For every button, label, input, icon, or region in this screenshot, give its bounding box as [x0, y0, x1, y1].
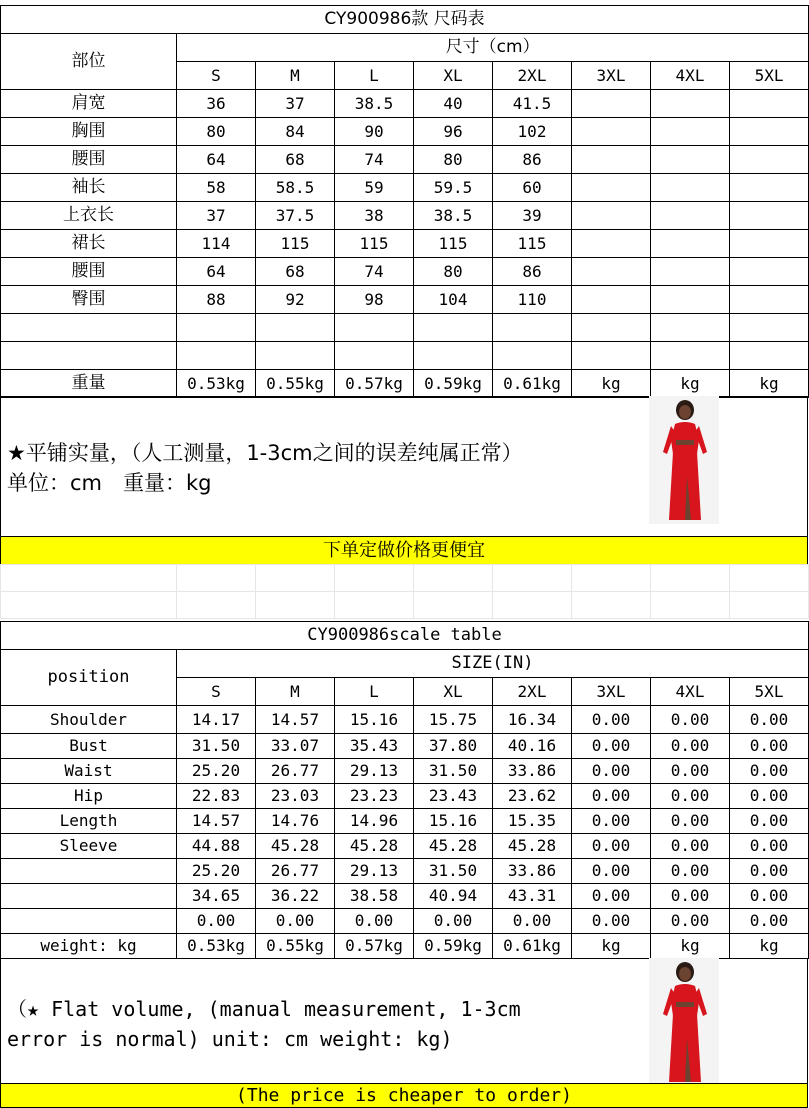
en-table-cell: 45.28: [335, 834, 414, 859]
en-table-cell: 37.80: [414, 734, 493, 759]
cn-table-cell: 0.59kg: [414, 370, 493, 398]
en-table-row-label: Bust: [1, 734, 177, 759]
cn-table-cell: 114: [177, 230, 256, 258]
en-table-cell: 38.58: [335, 884, 414, 909]
cn-table-cell: 58.5: [256, 174, 335, 202]
en-table-cell: 0.53kg: [177, 934, 256, 959]
cn-table-cell: 36: [177, 90, 256, 118]
cn-table-row: [1, 342, 809, 370]
size-label: L: [335, 678, 414, 706]
en-table-row-label: Shoulder: [1, 706, 177, 734]
cn-table-cell: [572, 258, 651, 286]
en-table-cell: 0.00: [572, 759, 651, 784]
en-table-cell: 14.17: [177, 706, 256, 734]
cn-table-row: [1, 230, 809, 258]
cn-table-cell: 37: [177, 202, 256, 230]
en-table-cell: 33.86: [493, 859, 572, 884]
cn-table-cell: [651, 118, 730, 146]
size-label: 5XL: [730, 62, 809, 90]
en-table-cell: 0.00: [335, 909, 414, 934]
cn-table-cell: [414, 342, 493, 370]
en-table-cell: 15.16: [335, 706, 414, 734]
cn-table-cell: 68: [256, 258, 335, 286]
en-table-row: [1, 759, 809, 784]
en-table-title: CY900986scale table: [1, 622, 809, 650]
en-table-row: [1, 734, 809, 759]
cn-table-cell: [572, 202, 651, 230]
size-label: XL: [414, 678, 493, 706]
cn-table-cell: [651, 342, 730, 370]
cn-table-cell: [651, 174, 730, 202]
en-table-cell: 0.00: [730, 784, 809, 809]
cn-table-cell: [572, 174, 651, 202]
cn-table-cell: 0.57kg: [335, 370, 414, 398]
en-table-cell: 0.00: [730, 734, 809, 759]
cn-table-cell: 115: [414, 230, 493, 258]
cn-table-cell: kg: [572, 370, 651, 398]
en-table-cell: 25.20: [177, 859, 256, 884]
cn-table-row: [1, 146, 809, 174]
en-table-cell: 0.00: [177, 909, 256, 934]
cn-table-cell: kg: [730, 370, 809, 398]
cn-table-cell: 88: [177, 286, 256, 314]
en-table-cell: 0.61kg: [493, 934, 572, 959]
cn-table-cell: 98: [335, 286, 414, 314]
cn-table-cell: [651, 202, 730, 230]
cn-table-cell: 38.5: [414, 202, 493, 230]
en-table-cell: 0.00: [493, 909, 572, 934]
en-table-body: [1, 706, 809, 959]
cn-note-line1: ★平铺实量，（人工测量，1-3cm之间的误差纯属正常）: [7, 441, 523, 465]
cn-table-cell: [572, 146, 651, 174]
en-size-header: SIZE(IN): [177, 650, 809, 678]
cn-table-cell: 74: [335, 258, 414, 286]
cn-table-cell: 84: [256, 118, 335, 146]
cn-table-cell: 58: [177, 174, 256, 202]
cn-table-cell: 80: [177, 118, 256, 146]
size-label: 3XL: [572, 678, 651, 706]
en-table-cell: 26.77: [256, 859, 335, 884]
en-table-cell: 0.00: [651, 859, 730, 884]
cn-table-cell: 38.5: [335, 90, 414, 118]
cn-size-table: [0, 5, 809, 398]
en-note-box: [0, 958, 808, 1084]
en-table-cell: 25.20: [177, 759, 256, 784]
en-table-cell: 0.00: [730, 909, 809, 934]
en-table-cell: 0.00: [730, 884, 809, 909]
cn-table-cell: 90: [335, 118, 414, 146]
size-label: M: [256, 62, 335, 90]
cn-table-cell: [730, 118, 809, 146]
en-table-row: [1, 834, 809, 859]
size-label: 5XL: [730, 678, 809, 706]
cn-size-header: 尺寸（cm）: [177, 34, 809, 62]
cn-table-cell: 60: [493, 174, 572, 202]
en-table-cell: 0.00: [730, 859, 809, 884]
en-table-row-label: Length: [1, 809, 177, 834]
cn-table-cell: [651, 314, 730, 342]
cn-table-row-label: 袖长: [1, 174, 177, 202]
cn-table-cell: 74: [335, 146, 414, 174]
cn-table-cell: 0.53kg: [177, 370, 256, 398]
en-table-cell: 35.43: [335, 734, 414, 759]
en-table-row-label: [1, 909, 177, 934]
cn-table-row: [1, 286, 809, 314]
cn-table-cell: 96: [414, 118, 493, 146]
en-table-row-label: [1, 884, 177, 909]
cn-table-row-label: 重量: [1, 370, 177, 398]
cn-table-cell: [177, 342, 256, 370]
en-table-cell: 40.94: [414, 884, 493, 909]
size-label: L: [335, 62, 414, 90]
cn-table-cell: 0.61kg: [493, 370, 572, 398]
cn-table-row-label: 胸围: [1, 118, 177, 146]
cn-table-cell: 41.5: [493, 90, 572, 118]
en-table-cell: 45.28: [256, 834, 335, 859]
cn-table-cell: [730, 314, 809, 342]
en-table-cell: 31.50: [414, 759, 493, 784]
cn-table-cell: [414, 314, 493, 342]
cn-table-body: [1, 90, 809, 398]
en-table-cell: 0.00: [256, 909, 335, 934]
cn-table-cell: [572, 118, 651, 146]
model-photo: [649, 396, 719, 524]
cn-table-cell: 68: [256, 146, 335, 174]
cn-table-cell: 59: [335, 174, 414, 202]
cn-table-cell: 39: [493, 202, 572, 230]
en-table-cell: 23.03: [256, 784, 335, 809]
en-note-line2: error is normal) unit: cm weight: kg): [7, 1027, 453, 1051]
en-table-row: [1, 859, 809, 884]
cn-table-cell: [335, 314, 414, 342]
cn-table-cell: [730, 90, 809, 118]
en-table-cell: 31.50: [414, 859, 493, 884]
en-table-cell: 0.00: [651, 834, 730, 859]
en-table-cell: 0.00: [651, 884, 730, 909]
en-table-cell: 43.31: [493, 884, 572, 909]
cn-table-row: [1, 202, 809, 230]
cn-table-cell: [651, 286, 730, 314]
cn-table-row-label: 腰围: [1, 146, 177, 174]
en-note-line1: （★ Flat volume, (manual measurement, 1-3cm: [7, 997, 521, 1021]
en-table-cell: 22.83: [177, 784, 256, 809]
en-table-cell: 0.00: [572, 909, 651, 934]
en-table-cell: 23.43: [414, 784, 493, 809]
cn-table-cell: [730, 342, 809, 370]
cn-table-row: [1, 314, 809, 342]
en-table-cell: 34.65: [177, 884, 256, 909]
en-table-cell: 29.13: [335, 759, 414, 784]
cn-table-cell: 86: [493, 146, 572, 174]
cn-table-row-label: 臀围: [1, 286, 177, 314]
cn-table-cell: [572, 230, 651, 258]
cn-table-cell: [572, 286, 651, 314]
en-table-cell: 15.35: [493, 809, 572, 834]
en-table-cell: 0.00: [651, 909, 730, 934]
cn-table-title: CY900986款 尺码表: [1, 6, 809, 34]
en-table-cell: 0.00: [572, 834, 651, 859]
cn-table-row-label: 上衣长: [1, 202, 177, 230]
cn-table-cell: 64: [177, 258, 256, 286]
cn-table-row-label: 腰围: [1, 258, 177, 286]
en-table-cell: 0.00: [651, 759, 730, 784]
en-table-cell: 26.77: [256, 759, 335, 784]
en-table-cell: 0.00: [572, 809, 651, 834]
cn-table-cell: [730, 230, 809, 258]
en-table-cell: 44.88: [177, 834, 256, 859]
en-table-cell: 0.00: [730, 706, 809, 734]
en-table-cell: 14.57: [177, 809, 256, 834]
en-table-cell: 23.62: [493, 784, 572, 809]
en-table-cell: 0.00: [730, 759, 809, 784]
cn-table-cell: [572, 90, 651, 118]
cn-table-cell: [256, 314, 335, 342]
cn-table-cell: kg: [651, 370, 730, 398]
size-label: 3XL: [572, 62, 651, 90]
gap-grid: [0, 564, 809, 619]
en-table-cell: kg: [651, 934, 730, 959]
cn-table-cell: 110: [493, 286, 572, 314]
cn-table-cell: 59.5: [414, 174, 493, 202]
cn-table-cell: [177, 314, 256, 342]
en-table-cell: 0.00: [651, 809, 730, 834]
cn-table-cell: 92: [256, 286, 335, 314]
en-table-cell: kg: [572, 934, 651, 959]
en-table-cell: kg: [730, 934, 809, 959]
en-table-cell: 0.00: [572, 859, 651, 884]
size-label: S: [177, 62, 256, 90]
en-table-row: [1, 884, 809, 909]
en-table-cell: 14.76: [256, 809, 335, 834]
size-label: XL: [414, 62, 493, 90]
en-table-cell: 0.59kg: [414, 934, 493, 959]
cn-table-cell: [651, 90, 730, 118]
model-photo: [649, 958, 719, 1086]
cn-table-cell: 80: [414, 258, 493, 286]
en-banner: (The price is cheaper to order): [0, 1083, 808, 1108]
en-table-cell: 45.28: [414, 834, 493, 859]
cn-table-cell: 38: [335, 202, 414, 230]
en-table-cell: 0.55kg: [256, 934, 335, 959]
cn-table-cell: 64: [177, 146, 256, 174]
cn-table-cell: [335, 342, 414, 370]
cn-table-row: [1, 118, 809, 146]
cn-table-row: [1, 90, 809, 118]
en-table-cell: 0.00: [651, 734, 730, 759]
cn-table-row-label: [1, 314, 177, 342]
en-table-cell: 0.00: [572, 734, 651, 759]
cn-table-row: [1, 258, 809, 286]
cn-table-cell: [730, 286, 809, 314]
en-table-cell: 14.57: [256, 706, 335, 734]
cn-table-cell: 115: [493, 230, 572, 258]
en-table-cell: 33.07: [256, 734, 335, 759]
cn-table-row: [1, 174, 809, 202]
cn-table-cell: 104: [414, 286, 493, 314]
en-table-cell: 40.16: [493, 734, 572, 759]
size-label: 4XL: [651, 678, 730, 706]
cn-position-header: 部位: [1, 34, 177, 90]
en-position-header: position: [1, 650, 177, 706]
en-table-cell: 14.96: [335, 809, 414, 834]
en-table-cell: 0.57kg: [335, 934, 414, 959]
size-label: S: [177, 678, 256, 706]
cn-table-cell: [651, 230, 730, 258]
en-table-row: [1, 909, 809, 934]
cn-table-row: [1, 370, 809, 398]
en-table-row: [1, 706, 809, 734]
en-table-cell: 33.86: [493, 759, 572, 784]
en-table-row-label: weight: kg: [1, 934, 177, 959]
en-table-row-label: Waist: [1, 759, 177, 784]
cn-table-cell: 37.5: [256, 202, 335, 230]
cn-table-cell: [730, 146, 809, 174]
en-table-row-label: Hip: [1, 784, 177, 809]
en-table-cell: 36.22: [256, 884, 335, 909]
en-table-cell: 0.00: [651, 706, 730, 734]
en-table-cell: 31.50: [177, 734, 256, 759]
cn-note-line2: 单位：cm 重量：kg: [7, 471, 212, 495]
cn-table-row-label: 裙长: [1, 230, 177, 258]
cn-table-cell: [493, 314, 572, 342]
size-label: 4XL: [651, 62, 730, 90]
cn-table-cell: [651, 258, 730, 286]
cn-table-cell: 86: [493, 258, 572, 286]
en-table-cell: 0.00: [730, 809, 809, 834]
cn-table-cell: [493, 342, 572, 370]
en-table-row: [1, 934, 809, 959]
size-label: M: [256, 678, 335, 706]
cn-table-cell: 40: [414, 90, 493, 118]
cn-table-cell: 80: [414, 146, 493, 174]
cn-table-cell: [730, 174, 809, 202]
en-table-cell: 0.00: [414, 909, 493, 934]
en-table-cell: 15.75: [414, 706, 493, 734]
cn-table-cell: [572, 314, 651, 342]
cn-table-cell: [730, 202, 809, 230]
en-table-cell: 15.16: [414, 809, 493, 834]
en-size-table: [0, 621, 809, 959]
cn-table-cell: [256, 342, 335, 370]
cn-table-cell: 115: [256, 230, 335, 258]
en-table-cell: 0.00: [730, 834, 809, 859]
size-label: 2XL: [493, 678, 572, 706]
cn-table-cell: 0.55kg: [256, 370, 335, 398]
en-table-row-label: [1, 859, 177, 884]
cn-note-box: [0, 396, 808, 537]
cn-table-cell: [572, 342, 651, 370]
en-table-cell: 0.00: [651, 784, 730, 809]
cn-table-row-label: [1, 342, 177, 370]
cn-table-cell: 37: [256, 90, 335, 118]
en-table-cell: 45.28: [493, 834, 572, 859]
cn-table-cell: [651, 146, 730, 174]
cn-table-row-label: 肩宽: [1, 90, 177, 118]
en-table-cell: 0.00: [572, 784, 651, 809]
en-table-row: [1, 809, 809, 834]
size-label: 2XL: [493, 62, 572, 90]
cn-table-cell: 102: [493, 118, 572, 146]
en-table-cell: 0.00: [572, 884, 651, 909]
en-table-cell: 16.34: [493, 706, 572, 734]
cn-banner: 下单定做价格更便宜: [0, 536, 808, 565]
cn-table-cell: 115: [335, 230, 414, 258]
en-table-cell: 0.00: [572, 706, 651, 734]
en-table-cell: 23.23: [335, 784, 414, 809]
en-table-row: [1, 784, 809, 809]
cn-table-cell: [730, 258, 809, 286]
en-table-cell: 29.13: [335, 859, 414, 884]
en-table-row-label: Sleeve: [1, 834, 177, 859]
